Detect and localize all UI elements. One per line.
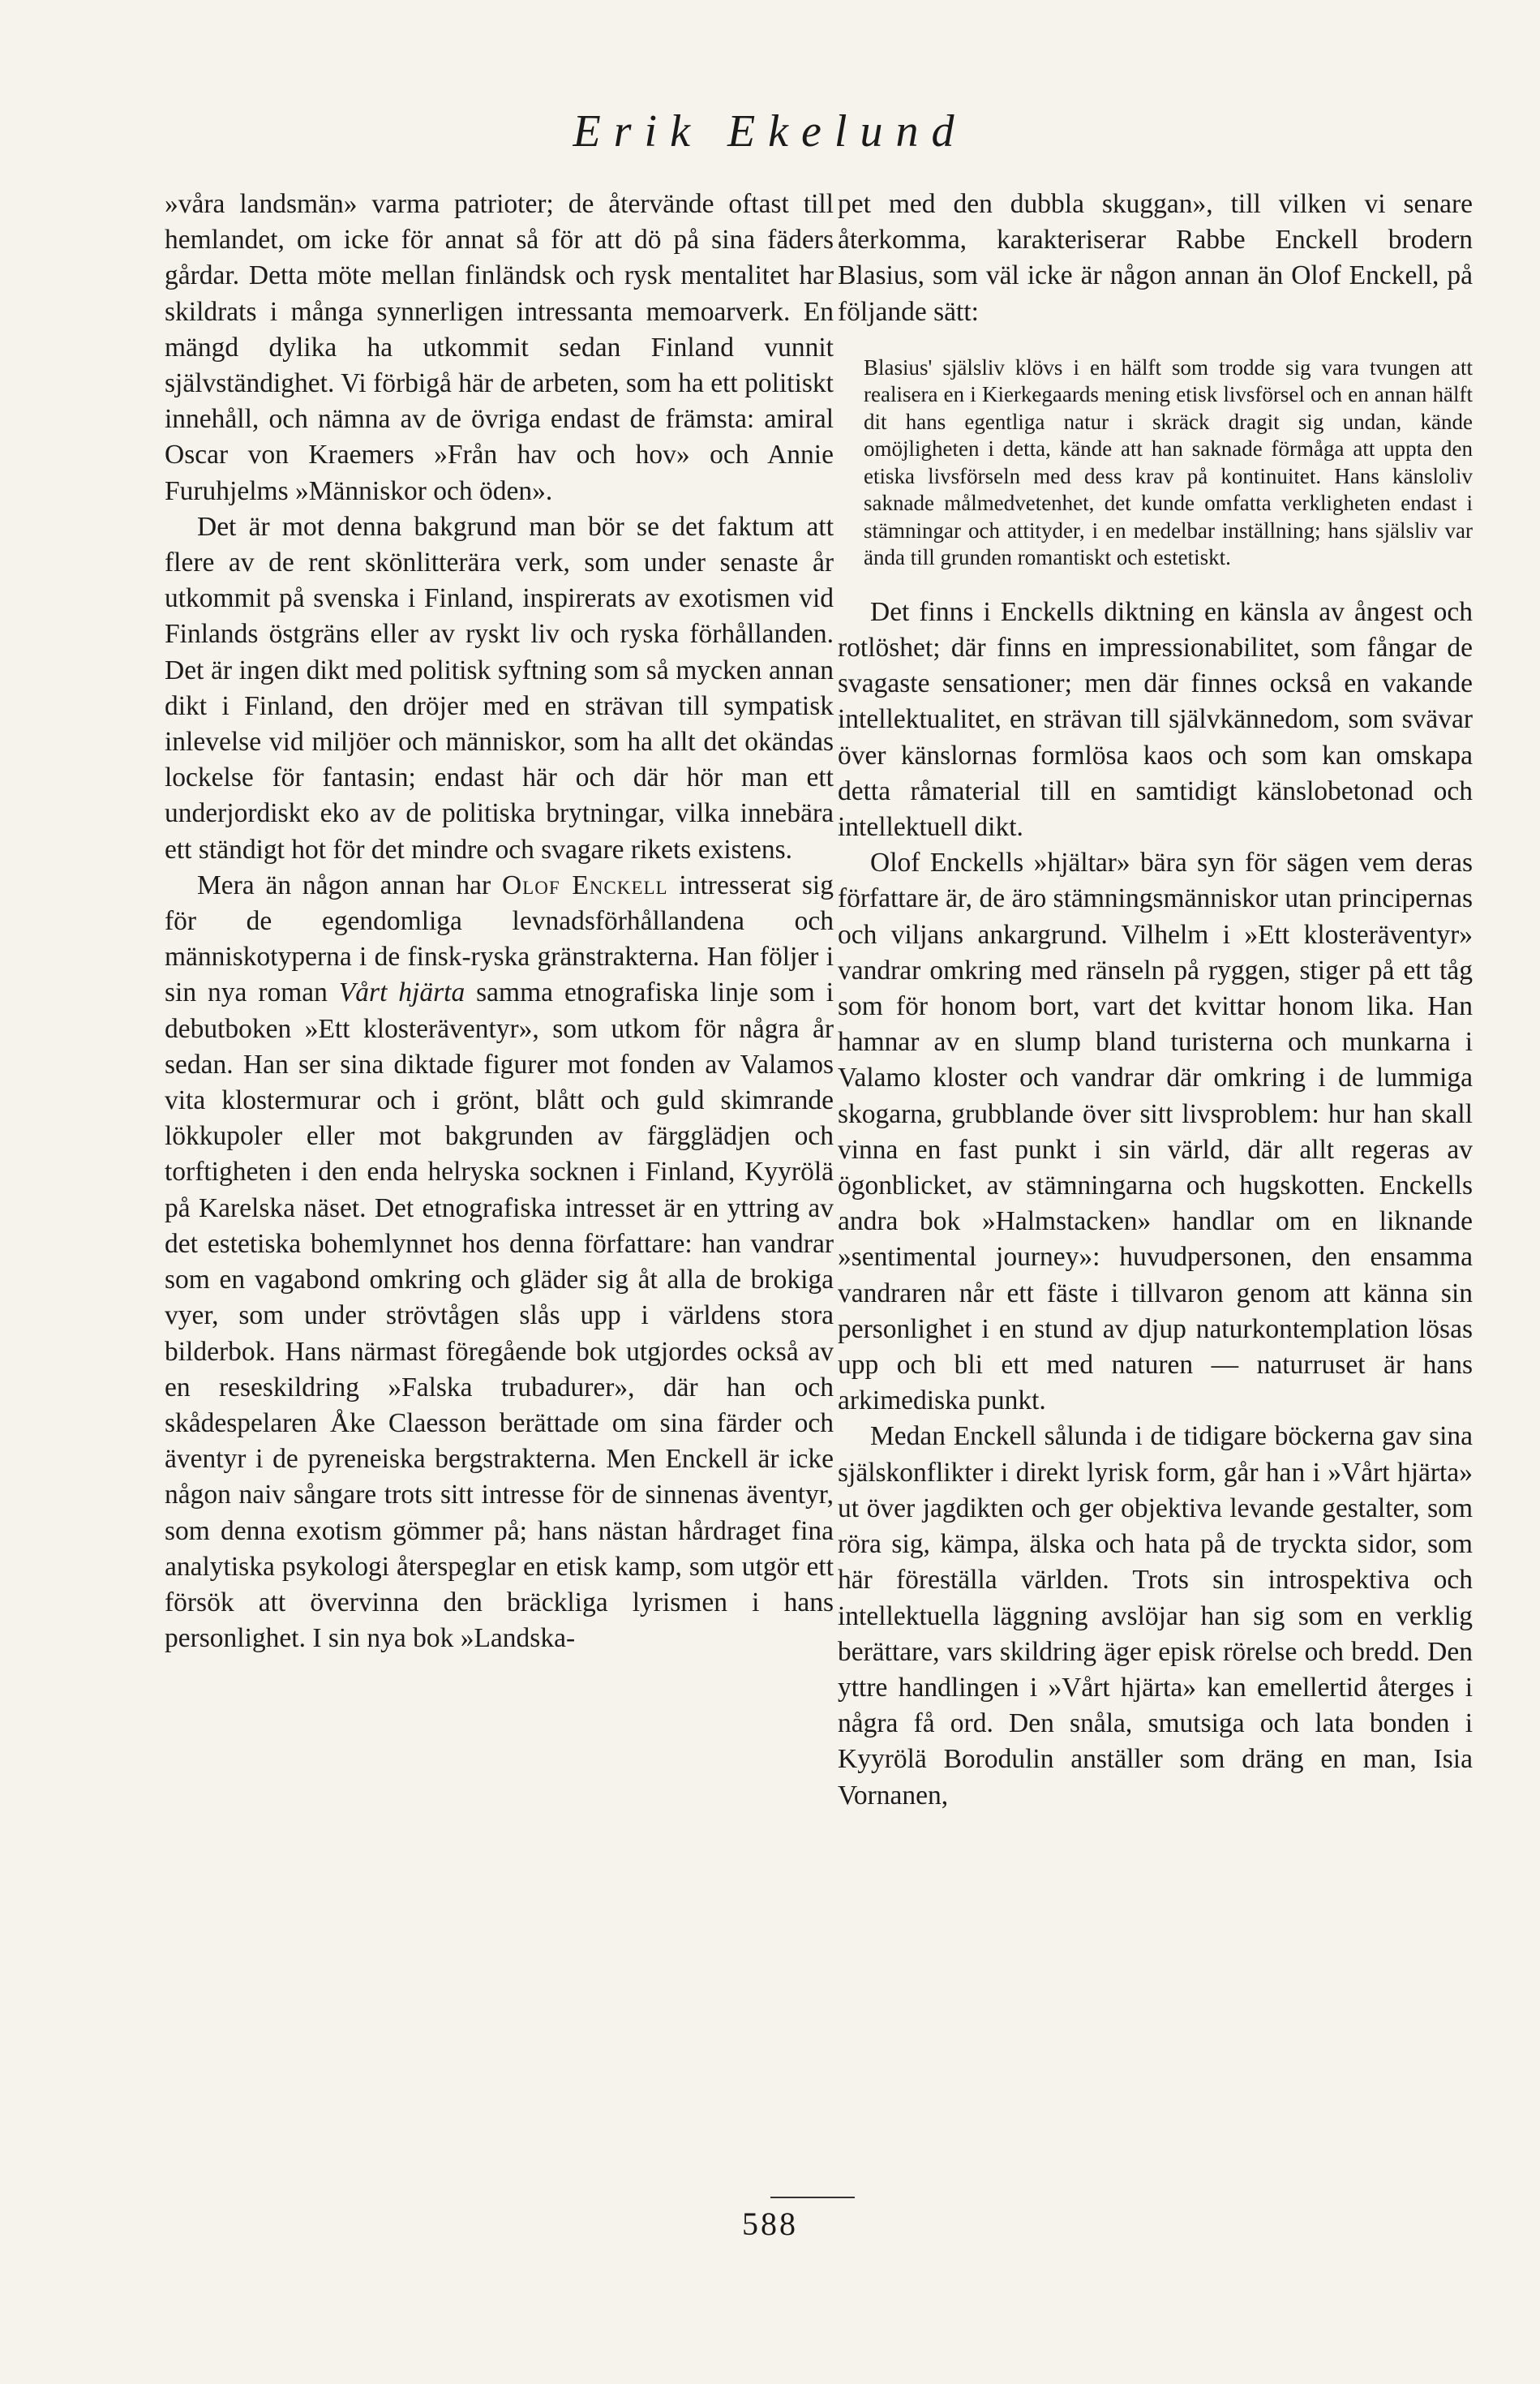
paragraph: Det är mot denna bakgrund man bör se det faktum att flere av de rent skönlitterära verk, som under senaste år utkommit på svenska i Finland, inspirerats av exotismen vid Finlands östgräns eller av ryskt liv och ryska förhållanden. Det är ingen dikt med politisk syftning som så mycken annan dikt i Finland, den dröjer med en strävan till sympatisk inlevelse vid miljöer och människor, som ha allt det okändas lockelse för fantasin; endast här och där hör man ett underjordiskt eko av de politiska brytningar, vilka innebära ett ständigt hot för det mindre och svagare rikets existens.	[165, 511, 834, 865]
block-quote: Blasius' själsliv klövs i en hälft som trodde sig vara tvungen att realisera en i Kierkegaards mening etisk livsförsel och en annan hälft dit hans egentliga natur i skräck dragit sig undan, kände omöjligheten i detta, kände att han saknade förmåga att uppta den etiska livsförseln med dess krav på kontinuitet. Hans känsloliv saknade målmedvetenhet, det kunde omfatta verkligheten endast i stämningar och attityder, i en medelbar inställning; hans själsliv var ända till grunden romantiskt och estetiskt.	[864, 354, 1473, 570]
book-title-italic: Vårt hjärta	[338, 977, 465, 1008]
paragraph-text: Mera än någon annan har	[197, 870, 502, 900]
paragraph	[165, 868, 834, 1656]
paragraph: Olof Enckells »hjältar» bära syn för sägen vem deras författare är, de äro stämningsmänniskor utan principernas och viljans ankargrund. Vilhelm i »Ett klosteräventyr» vandrar omkring med ränseln på ryggen, stiger på ett tåg som för honom bort, vart det kvittar honom lika. Han hamnar av en slump bland turisterna och munkarna i Valamo kloster och vandrar där omkring i de lummiga skogarna, grubblande över sitt livsproblem: hur han skall vinna en fast punkt i sin värld, där allt regeras av ögonblicket, av stämningarna och hugskotten. Enckells andra bok »Halmstacken» handlar om en liknande »sentimental journey»: huvudpersonen, den ensamma vandraren når ett fäste i tillvaron genom att känna sin personlighet i en stund av djup naturkontemplation lösas upp och bli ett med naturen — naturruset är hans arkimediska punkt.	[838, 848, 1473, 1416]
footer-rule	[770, 2197, 855, 2198]
page-number: 588	[742, 2206, 798, 2242]
paragraph-text: samma etnografiska linje som i debutboken »Ett klosteräventyr», som utkom för några år sedan. Han ser sina diktade figurer mot fonden av Valamos vita klostermurar och i grönt, blått och guld skimrande lökkupoler eller mot bakgrunden av färgglädjen och torftigheten i den enda helryska socknen i Finland, Kyyrölä på Karelska näset. Det etnografiska intresset är en yttring av det estetiska bohemlynnet hos denna författare: han vandrar som en vagabond omkring och gläder sig åt alla de brokiga vyer, som under strövtågen slås upp i världens stora bilderbok. Hans närmast föregående bok utgjordes också av en reseskildring »Falska trubadurer», där han och skådespelaren Åke Claesson berättade om sina färder och äventyr i de pyreneiska bergstrakterna. Men Enckell är icke någon naiv sångare trots sitt intresse för de sinnenas äventyr, som denna exotism gömmer på; hans nästan hårdraget fina analytiska psykologi återspeglar en etisk kamp, som utgör ett försök att övervinna den bräckliga lyrismen i hans personlighet. I sin nya bok »Landska-	[165, 977, 834, 1654]
paragraph: Det finns i Enckells diktning en känsla av ångest och rotlöshet; där finns en impressionabilitet, som fångar de svagaste sensationer; men där finnes också en vakande intellektualitet, en strävan till självkännedom, som svävar över känslornas formlösa kaos och som kan omskapa detta råmaterial till en samtidigt känslobetonad och intellektuell dikt.	[838, 596, 1473, 843]
paragraph-text: intresserat sig för de egendomliga levnadsförhållandena och människotyperna i de finsk-ryska gränstrakterna. Han följer i sin nya roman	[165, 870, 834, 1008]
left-column	[165, 187, 834, 1656]
author-name-small-caps: Olof Enckell	[501, 870, 668, 900]
paragraph: Medan Enckell sålunda i de tidigare böckerna gav sina själskonflikter i direkt lyrisk form, går han i »Vårt hjärta» ut över jagdikten och ger objektiva levande gestalter, som röra sig, kämpa, älska och hata på de tryckta sidor, som här föreställa världen. Trots sin introspektiva och intellektuella läggning avslöjar han sig som en verklig berättare, vars skildring äger episk rörelse och bredd. Den yttre handlingen i »Vårt hjärta» kan emellertid återges i några få ord. Den snåla, smutsiga och lata bonden i Kyyrölä Borodulin anställer som dräng en man, Isia Vornanen,	[838, 1421, 1473, 1811]
running-header-author: Erik Ekelund	[573, 106, 967, 157]
paragraph: pet med den dubbla skuggan», till vilken vi senare återkomma, karakteriserar Rabbe Enckell brodern Blasius, som väl icke är någon annan än Olof Enckell, på följande sätt:	[838, 189, 1473, 327]
right-column	[838, 187, 1473, 1814]
paragraph: »våra landsmän» varma patrioter; de återvände oftast till hemlandet, om icke för annat så för att dö på sina fäders gårdar. Detta möte mellan finländsk och rysk mentalitet har skildrats i många synnerligen intressanta memoarverk. En mängd dylika ha utkommit sedan Finland vunnit självständighet. Vi förbigå här de arbeten, som ha ett politiskt innehåll, och nämna av de övriga endast de främsta: amiral Oscar von Kraemers »Från hav och hov» och Annie Furuhjelms »Människor och öden».	[165, 189, 834, 506]
